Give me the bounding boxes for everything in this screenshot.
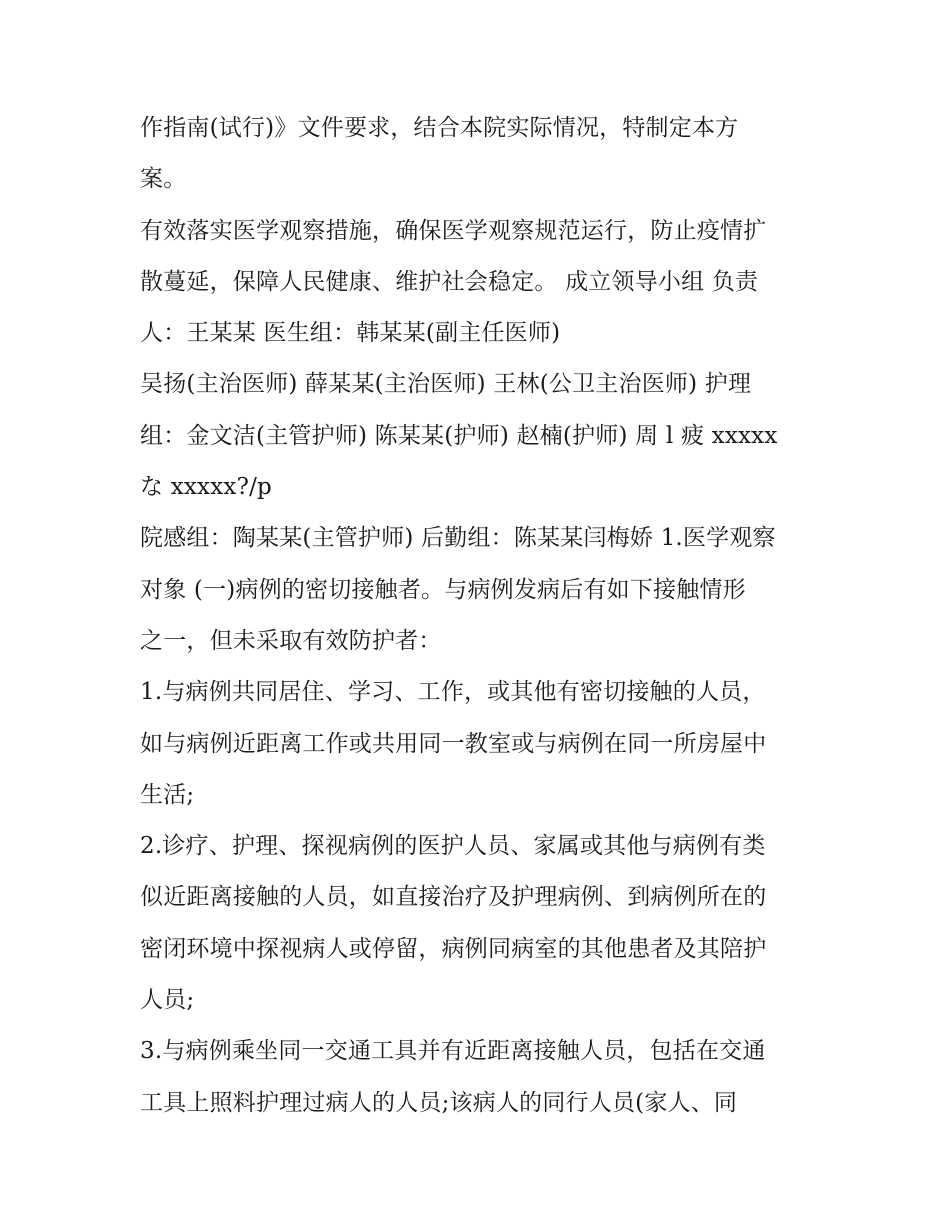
text-line: 人员; bbox=[140, 987, 195, 1014]
text-line: 有效落实医学观察措施，确保医学观察规范运行，防止疫情扩 bbox=[140, 217, 767, 244]
text-line: 人：王某某 医生组：韩某某(副主任医师) bbox=[140, 320, 561, 347]
text-line: な xxxxx?/p bbox=[140, 474, 272, 501]
text-line: 如与病例近距离工作或共用同一教室或与病例在同一所房屋中 bbox=[140, 730, 767, 757]
document-body bbox=[140, 103, 820, 1129]
text-line: 之一，但未采取有效防护者： bbox=[140, 627, 442, 654]
text-line: 密闭环境中探视病人或停留，病例同病室的其他患者及其陪护 bbox=[140, 935, 767, 962]
text-line: 2.诊疗、护理、探视病例的医护人员、家属或其他与病例有类 bbox=[140, 833, 766, 860]
text-line: 工具上照料护理过病人的人员;该病人的同行人员(家人、同 bbox=[140, 1089, 738, 1116]
text-line: 院感组：陶某某(主管护师) 后勤组：陈某某闫梅娇 1.医学观察 bbox=[140, 525, 776, 552]
text-line: 对象 (一)病例的密切接触者。与病例发病后有如下接触情形 bbox=[140, 576, 746, 603]
text-line: 作指南(试行)》文件要求，结合本院实际情况，特制定本方 bbox=[140, 115, 739, 141]
text-line: 案。 bbox=[140, 166, 187, 193]
text-line: 组：金文洁(主管护师) 陈某某(护师) 赵楠(护师) 周 l 疲 xxxxx bbox=[140, 422, 778, 449]
text-line: 1.与病例共同居住、学习、工作，或其他有密切接触的人员， bbox=[140, 679, 766, 706]
text-line: 吴扬(主治医师) 薛某某(主治医师) 王林(公卫主治医师) 护理 bbox=[140, 371, 752, 398]
text-line: 3.与病例乘坐同一交通工具并有近距离接触人员，包括在交通 bbox=[140, 1038, 766, 1065]
text-line: 散蔓延，保障人民健康、维护社会稳定。 成立领导小组 负责 bbox=[140, 268, 759, 295]
text-line: 生活; bbox=[140, 781, 195, 808]
text-line: 似近距离接触的人员，如直接治疗及护理病例、到病例所在的 bbox=[140, 884, 767, 911]
